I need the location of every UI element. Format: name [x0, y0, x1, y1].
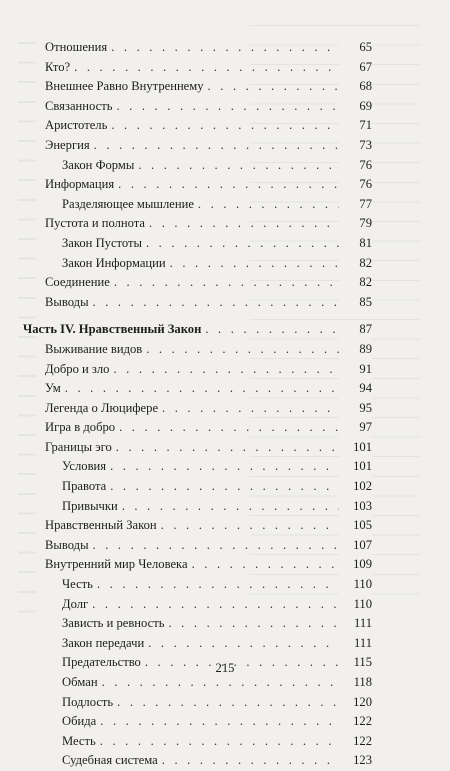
toc-entry — [0, 379, 450, 399]
toc-part-heading — [0, 320, 450, 340]
toc-entry — [0, 555, 450, 575]
dot-leader — [111, 116, 339, 136]
toc-entry-title: Энергия — [45, 137, 90, 152]
toc-entry-title: Условия — [62, 459, 107, 474]
dot-leader — [92, 595, 339, 615]
dot-leader — [65, 379, 339, 399]
toc-entry-title: Игра в добро — [45, 420, 116, 435]
dot-leader — [146, 234, 339, 254]
toc-entry-title: Выводы — [45, 294, 89, 309]
toc-entry-title: Внешнее Равно Внутреннему — [45, 79, 204, 94]
toc-entry — [0, 156, 450, 176]
toc-entry-title: Выводы — [45, 537, 89, 552]
toc-entry-title: Нравственный Закон — [45, 518, 157, 533]
toc-entry-page: 76 — [339, 156, 372, 176]
dot-leader — [97, 575, 339, 595]
toc-entry — [0, 536, 450, 556]
toc-entry-title: Привычки — [62, 498, 118, 513]
toc-entry — [0, 116, 450, 136]
toc-entry — [0, 477, 450, 497]
toc-entry-title: Информация — [45, 177, 115, 192]
toc-entry-page: 103 — [339, 497, 372, 517]
dot-leader — [94, 136, 339, 156]
toc-entry — [0, 77, 450, 97]
toc-entry-title: Добро и зло — [45, 361, 110, 376]
toc-entry — [0, 614, 450, 634]
toc-entry-title: Закон передачи — [62, 635, 145, 650]
toc-entry — [0, 575, 450, 595]
dot-leader — [100, 712, 339, 732]
toc-entry-page: 115 — [339, 653, 372, 673]
dot-leader — [118, 175, 339, 195]
toc-entry — [0, 399, 450, 419]
toc-entry-page: 97 — [339, 418, 372, 438]
dot-leader — [161, 516, 339, 536]
dot-leader — [110, 457, 339, 477]
toc-entry-page: 95 — [339, 399, 372, 419]
toc-entry-page: 67 — [339, 58, 372, 78]
toc-entry-title: Часть IV. Нравственный Закон — [23, 322, 202, 337]
toc-entry-page: 91 — [339, 360, 372, 380]
toc-entry-title: Аристотель — [45, 118, 108, 133]
dot-leader — [205, 320, 339, 340]
dot-leader — [192, 555, 339, 575]
toc-entry — [0, 234, 450, 254]
toc-entry-page: 79 — [339, 214, 372, 234]
dot-leader — [113, 360, 339, 380]
toc-entry-title: Зависть и ревность — [62, 616, 165, 631]
toc-entry — [0, 438, 450, 458]
toc-entry-title: Ум — [45, 381, 61, 396]
toc-entry-page: 110 — [339, 575, 372, 595]
toc-entry — [0, 360, 450, 380]
dot-leader — [162, 751, 339, 771]
toc-entry-title: Кто? — [45, 59, 71, 74]
toc-entry-title: Обман — [62, 675, 98, 689]
toc-entry — [0, 273, 450, 293]
toc-entry-title: Отношения — [45, 40, 108, 54]
dot-leader — [100, 732, 339, 752]
dot-leader — [116, 438, 339, 458]
toc-entry-title: Судебная система — [62, 753, 158, 768]
toc-entry-title: Связанность — [45, 98, 113, 113]
toc-entry-page: 120 — [339, 693, 372, 713]
dot-leader — [208, 77, 339, 97]
toc-entry — [0, 751, 450, 771]
dot-leader — [148, 634, 339, 654]
toc-entry-page: 82 — [339, 254, 372, 274]
toc-entry-page: 111 — [339, 614, 372, 634]
toc-entry-title: Долг — [62, 596, 89, 611]
toc-entry — [0, 214, 450, 234]
toc-entry-title: Закон Формы — [62, 157, 135, 172]
toc-entry-page: 105 — [339, 516, 372, 536]
toc-entry — [0, 136, 450, 156]
dot-leader — [149, 214, 339, 234]
dot-leader — [117, 693, 339, 713]
toc-entry — [0, 457, 450, 477]
toc-entry-page: 107 — [339, 536, 372, 556]
toc-entry-page: 111 — [339, 634, 372, 654]
dot-leader — [122, 497, 339, 517]
toc-entry-page: 77 — [339, 195, 372, 215]
toc-entry-title: Внутренний мир Человека — [45, 557, 188, 572]
dot-leader — [119, 418, 339, 438]
toc-entry-title: Закон Пустоты — [62, 235, 142, 250]
toc-entry — [0, 712, 450, 732]
toc-entry — [0, 732, 450, 752]
toc-entry-page: 71 — [339, 116, 372, 136]
toc-entry — [0, 254, 450, 274]
toc-entry-page: 122 — [339, 712, 372, 732]
toc-entry-page: 123 — [339, 751, 372, 771]
dot-leader — [116, 97, 339, 117]
toc-entry-page: 68 — [339, 77, 372, 97]
toc-entry-title: Честь — [62, 577, 93, 592]
toc-entry-page: 76 — [339, 175, 372, 195]
toc-entry-page: 122 — [339, 732, 372, 752]
dot-leader — [111, 38, 339, 58]
toc-entry-title: Подлость — [62, 694, 114, 709]
toc-entry-title: Предательство — [62, 655, 141, 670]
toc-entry-page: 101 — [339, 457, 372, 477]
toc-entry — [0, 634, 450, 654]
toc-entry-title: Выживание видов — [45, 341, 143, 356]
toc-entry — [0, 97, 450, 117]
toc-entry — [0, 516, 450, 536]
toc-entry-page: 85 — [339, 293, 372, 313]
dot-leader — [93, 536, 339, 556]
dot-leader — [114, 273, 339, 293]
toc-entry-page: 101 — [339, 438, 372, 458]
toc-entry-title: Пустота и полнота — [45, 216, 146, 231]
toc-entry-page: 87 — [339, 320, 372, 340]
toc-entry-title: Соединение — [45, 275, 110, 290]
toc-entry-page: 81 — [339, 234, 372, 254]
section-gap — [0, 312, 450, 320]
toc-entry-page: 102 — [339, 477, 372, 497]
toc-entry — [0, 693, 450, 713]
toc-entry-title: Границы эго — [45, 439, 112, 454]
toc-entry — [0, 293, 450, 313]
toc-entry-title: Закон Информации — [62, 255, 166, 270]
dot-leader — [93, 293, 339, 313]
toc-entry-page: 82 — [339, 273, 372, 293]
dot-leader — [74, 58, 339, 78]
toc-entry-page: 94 — [339, 379, 372, 399]
toc-entry-title: Правота — [62, 479, 107, 494]
toc-entry-page: 69 — [339, 97, 372, 117]
dot-leader — [170, 254, 339, 274]
page-number: 215 — [215, 661, 235, 675]
dot-leader — [198, 195, 339, 215]
toc-entry-title: Обида — [62, 714, 97, 729]
toc-entry — [0, 38, 450, 58]
toc-entry — [0, 58, 450, 78]
toc-entry-page: 89 — [339, 340, 372, 360]
toc-entry — [0, 595, 450, 615]
toc-entry — [0, 175, 450, 195]
toc-entry-page: 109 — [339, 555, 372, 575]
dot-leader — [162, 399, 339, 419]
dot-leader — [168, 614, 339, 634]
toc-entry-page: 110 — [339, 595, 372, 615]
toc-entry — [0, 418, 450, 438]
toc-entry — [0, 195, 450, 215]
toc-entry-title: Месть — [62, 733, 96, 748]
toc-entry-page: 73 — [339, 136, 372, 156]
toc-entry-page: 65 — [339, 38, 372, 58]
toc-entry — [0, 340, 450, 360]
toc-entry-page: 118 — [339, 673, 372, 693]
toc-entry-title: Легенда о Люцифере — [45, 400, 159, 415]
dot-leader — [138, 156, 339, 176]
dot-leader — [146, 340, 339, 360]
toc-entry-title: Разделяющее мышление — [62, 196, 194, 211]
toc-entry — [0, 497, 450, 517]
dot-leader — [110, 477, 339, 497]
